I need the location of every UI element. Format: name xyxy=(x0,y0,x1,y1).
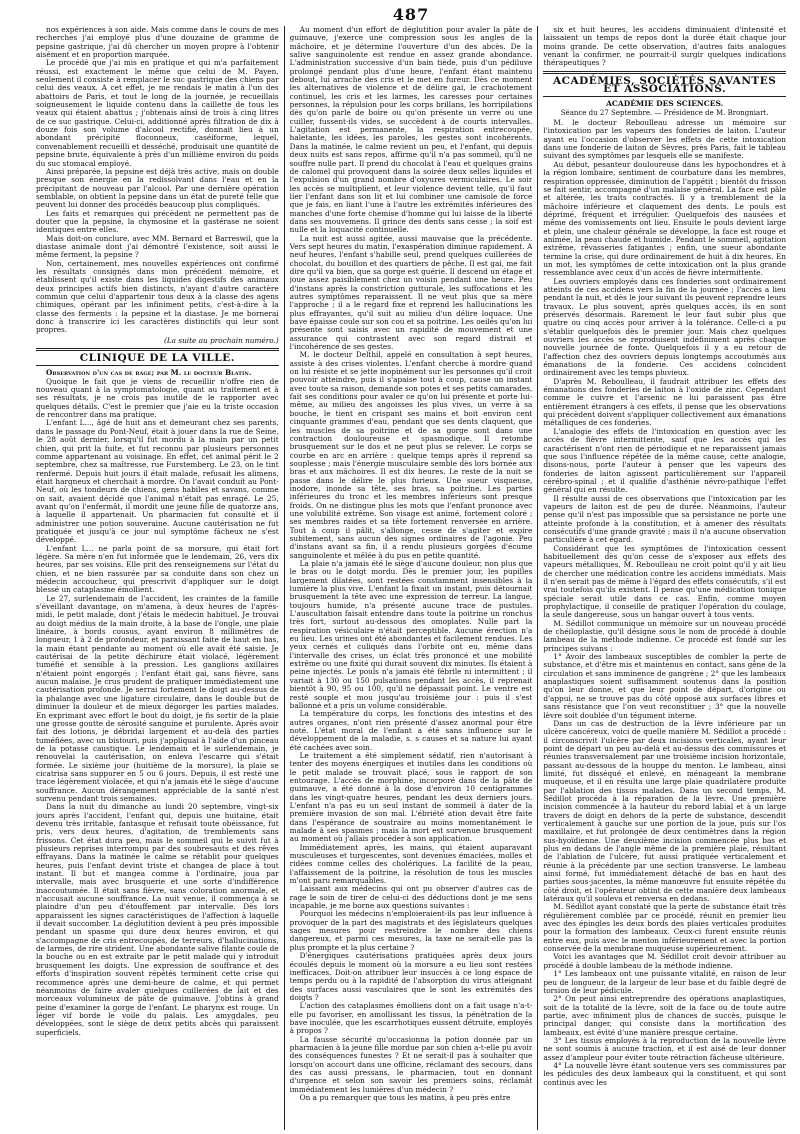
column-3 xyxy=(543,26,786,1130)
paragraph: M. le docteur Reboulleau adresse un mémoire sur l'intoxication par les vapeurs des fonderies de laiton. L'auteur ayant eu l'occasion d'observer les effets de cette intoxication dans une fonderie de laiton de Sèvres, près Paris, fait le tableau suivant des symptômes par lesquels elle se manifeste. xyxy=(543,118,787,161)
paragraph: 4° La nouvelle lèvre étant soutenue vers ses commissures par les pédicules des deux lambeaux qui la constituent, et qui sont continus avec les xyxy=(543,1060,787,1087)
paragraph: Voici les avantages que M. Sédillot croit devoir attribuer au procédé à double lambeau de la méthode indienne. xyxy=(543,952,787,970)
section-title-clinique: CLINIQUE DE LA VILLE. xyxy=(79,352,235,365)
section-title-academies: ACADÉMIES, SOCIÉTÉS SAVANTES ET ASSOCIATIONS. xyxy=(553,74,777,96)
paragraph: six et huit heures, les accidens diminuaient d'intensité et laissaient un temps de repos dont la durée était chaque jour moins grande. De cette observation, d'autres faits analogues venant la confirmer, ne pourrait-il surgir quelques indications thérapeutiques ? xyxy=(543,26,787,68)
paragraph: Quoique le fait que je viens de recueillir n'offre rien de nouveau quant à la symptomatologie, quant au traitement et à ses résultats, je ne crois pas inutile de le rapporter avec quelques détails. C'est le premier que j'aie eu la triste occasion de rencontrer dans ma pratique. xyxy=(36,376,279,420)
paragraph: Ainsi préparée, la pepsine est déjà très active, mais on double presque son énergie en la redissolvant dans l'eau et en la précipitant de nouveau par l'alcool. Par une dernière opération semblable, on obtient la pepsine dans un état de pureté telle que peuvent lui donner des procédés beaucoup plus compliqués. xyxy=(36,166,279,210)
paragraph: D'énergiques cautérisations pratiquées après deux jours écoulés depuis le moment où la morsure a eu lieu sont restées inefficaces. Doit-on attribuer leur insuccès à ce long espace de temps perdu ou à la rapidité de l'absorption du virus atteignant des surfaces aussi vasculaires que le sont les extrémités des doigts ? xyxy=(289,951,533,1002)
paragraph: M. le docteur Delthil, appelé en consultation à sept heures, assiste à des crises violentes. L'enfant cherche à mordre quand on lui résiste et se jette inopinément sur les personnes qu'il croit pouvoir atteindre, puis il s'apaise tout à coup, cause un instant avec toute sa raison, demande son potes et ses petits camarades, fait ses conditions pour avaler ce qu'on lui présente et porte lui-même, au milieu des angoisses les plus vives, un verre à sa bouche, le tient en crispant ses mains et boit environ cent cinquante grammes d'eau, pendant que ses dents claquent, que les muscles de sa poitrine et de sa gorge sont dans une contraction douloureuse et spasmodique. Il retombe brusquement sur le dos et ne peut plus se relever. Le corps se courbe en arc en arrière : quelque temps après il reprend sa souplesse ; mais l'énergie musculaire semble dès lors bornée aux bras et aux mâchoires. Il est dix heures. Le reste de la nuit se passe dans le délire le plus furieux. Une sueur visqueuse, inodore, inonde sa tête, ses bras, sa poitrine. Les parties inférieures du tronc et les membres inférieurs sont presque froids. On ne distingue plus les mots que l'enfant prononce avec une volubilité extrême. Son visage est animé, fortement coloré ; ses membres raides et sa tête fortement renversée en arrière. Tout à coup il pâlit, s'allonge, cesse de s'agiter et expire subitement, sans aucun des signes ordinaires de l'agonie. Peu d'instans avant sa fin, il a rendu plusieurs gorgées d'écume sanguinolente et mêlée à du pus en petite quantité. xyxy=(289,350,533,560)
paragraph: Le 27, surlendemain de l'accident, les craintes de la famille s'éveillant davantage, on m'amena, à deux heures de l'après-midi, le petit malade, dont j'étais le médecin habituel. Je trouvai au doigt médius de la main droite, à la base de l'ongle, une plaie linéaire, à bords cousus, ayant environ 8 millimètres de longueur, 1 à 2 de profondeur, et paraissant faite de haut en bas, la main étant pendante au moment où elle avait été saisie. Je cautérisai de la petite déchirure était violacé, légèrement tuméfié et sensible à la pression. Les ganglions axillaires n'étaient point engorgés ; l'enfant était gai, sans fièvre, sans aucun malaise. Je crus prudent de pratiquer immédiatement une cautérisation profonde. Je serrai fortement le doigt au-dessus de la phalange avec une ligature circulaire, dans le double but de diminuer la douleur et de mieux dégorger les parties malades. En exprimant avec effort le bout du doigt, je fis sortir de la plaie une grosse goutte de sérosité sanguine et purulente. Après avoir fait des lotions, je débridai largement et au-delà des parties tuméfiées, avec un bistouri, puis j'appliquai à l'aide d'un pinceau de la potasse caustique. Le lendemain et le surlendemain, je renouvelai la cautérisation, on enleva l'escarre qui s'était formée. Le sixième jour (huitième de la morsure), la plaie se cicatrisa sans suppurer en 5 ou 6 jours. Depuis, il est resté une trace légèrement violacée, et qui n'a jamais été le siège d'aucune souffrance. Aucun dérangement appréciable de la santé n'est survenu pendant trois semaines. xyxy=(36,593,279,803)
paragraph: La température du corps, les fonctions des intestins et des autres organes, n'ont rien présenté d'assez anormal pour être noté. L'état moral de l'enfant a été sans influence sur le développement de la maladie, s. s causes et sa nature lui ayant été cachées avec soin. xyxy=(289,709,533,752)
columns xyxy=(36,26,786,1130)
paragraph: Dans un cas de destruction de la lèvre inférieure par un ulcère cancéreux, voici de quelle manière M. Sédillot a procédé : il circonscrivit l'ulcère par deux incisions verticales, ayant leur point de départ un peu au-delà et au-dessus des commissures et réunies transversalement par une troisième incision horizontale, passant au-dessous de la houppe du menton. Le lambeau, ainsi limité, fut disséqué et enlevé, en ménageant la membrane muqueuse, et il en résulta une large plaie quadrilatère produite par l'ablation des tissus malades. Dans un second temps, M. Sédillot procéda à la réparation de la lèvre. Une première incision commencée à la hauteur du rebord labial et à un large travers de doigt en dehors de la perte de substance, descendit verticalement à gauche sur une portion de la joue, puis sur l'os maxillaire, et fut prolongée de deux centimètres dans la région sus-hyoïdienne. Une deuxième incision commencée plus bas et plus en dedans de l'angle même de la première plaie, résultant de l'ablation de l'ulcère, fut aussi pratiquée verticalement et réunie à la précédente par une section transverse. Le lambeau ainsi formé, fut immédiatement détaché de bas en haut des parties sous-jacentes, la même manœuvre fut ensuite répétée du côté droit, et l'opérateur obtint de cette manière deux lambeaux latéraux qu'il souleva et renversa en dedans. xyxy=(543,718,787,904)
paragraph: Il résulte aussi de ces observations que l'intoxication par les vapeurs de laiton est de peu de durée. Néanmoins, l'auteur pense qu'il n'est pas impossible que sa persistance ne porte une atteinte profonde à la constitution, et à amener des résultats consécutifs d'une grande gravité ; mais il n'a aucune observation particulière à cet égard. xyxy=(543,493,787,545)
paragraph: L'enfant L... ne parla point de sa morsure, qui était fort légère. Sa mère n'en fut informée que le lendemain, 26, vers dix heures, par ses voisins. Elle prit des renseignemens sur l'état du chien, et ne bien rassurée par sa conduite dans son chez un médecin accoucheur, qui prescrivit d'appliquer sur le doigt blessé un cataplasme émollient. xyxy=(36,543,279,595)
paragraph: L'action des cataplasmes émolliens dont on a fait usage n'a-t-elle pu favoriser, en amollissant les tissus, la pénétration de la bave inoculée, que les escarrhotiques eussent détruite, employés à propos ? xyxy=(289,1001,533,1036)
paragraph: M. Sédillot ayant constaté que la perte de substance était très régulièrement comblée par ce procédé, réunit en premier lieu avec des épingles les deux bords des plaies verticales produites pour la formation des lambeaux. Ceux-ci furent ensuite réunis entre eux, puis avec le menton inférieurement et avec la portion conservée de la membrane muqueuse supérieurement. xyxy=(543,902,787,954)
column-2 xyxy=(290,26,533,1130)
paragraph: M. Sédillot communique un mémoire sur un nouveau procédé de chéiloplastie, qu'il désigne sous le nom de procédé à double lambeau de la méthode indienne. Ce procédé est fondé sur les principes suivans : xyxy=(543,618,787,653)
paragraph: On a pu remarquer que tous les matins, à peu près entre xyxy=(299,1093,511,1102)
section-rule xyxy=(36,365,279,366)
column-separator xyxy=(284,26,285,1130)
paragraph: 2° On peut ainsi entreprendre des opérations anaplastiques, soit de la totalité de la lèvre, soit de la face ou de toute autre partie, avec infiniment plus de chances de succès, puisque le principal danger, qui consiste dans la mortification des lambeaux, est évité d'une manière presque certaine. xyxy=(543,994,787,1037)
paragraph: Pourquoi les médecins n'emploieraient-ils pas leur influence à provoquer de la part des magistrats et des législateurs quelques sages mesures pour restreindre le nombre des chiens dangereux, et parmi ces mesures, la taxe ne serait-elle pas la plus prompte et la plus certaine ? xyxy=(289,909,533,952)
paragraph: Le procédé que j'ai mis en pratique et qui m'a parfaitement réussi, est exactement le même que celui de M. Payen, seulement il consiste à remplacer le suc gastrique des chiens par celui des veaux. A cet effet, je me rendais le matin à l'un des abattoirs de Paris, et tout le long de la journée, je recueillais soigneusement le liquide contenu dans la caillette de tous les veaux qui étaient abattus ; j'obtenais ainsi de trois à cinq litres de ce suc gastrique. Celui-ci, additionné après filtration de dix à douze fois son volume d'alcool rectifié, donnait lieu à un abondant précipité floconneux, caséiforme, lequel, convenablement recueilli et desséché, produisait une quantité de pepsine brute, équivalente à près d'un millième environ du poids du suc stomacal employé. xyxy=(36,58,279,168)
academy-heading: ACADÉMIE DES SCIENCES. xyxy=(606,99,724,109)
paragraph: Dans la nuit du dimanche au lundi 20 septembre, vingt-six jours après l'accident, l'enfant qui, depuis une huitaine, était devenu très irritable, fantasque et refusait toute obéissance, fut pris, vers deux heures, d'agitation, de tremblements sans frissons. Cet état dura peu, mais le sommeil qui le suivit fut à plusieurs reprises interrompu par des soubresauts et des rêves effrayans. Dans la matinée le calme se rétablit pour quelques heures, puis l'enfant devint triste et changea de place à tout instant. Il but et mangea comme à l'ordinaire, joua par intervalle, mais avec brusquerie et une sorte d'indifférence inaccoutumée. Il était sans fièvre, sans coloration anormale, et n'accusait aucune souffrance. La nuit venue, il commença à se plaindre d'un peu d'étouffement par intervalle. Dès lors apparaissent les signes caractéristiques de l'affection à laquelle il devait succomber. La déglutition devient à peu près impossible pendant un spasme qui dure deux heures environ, et qui s'accompagne de cris entrecoupés, de terreurs, d'hallucinations, de larmes, de rire strident. Une abondante salive filante coule de la bouche ou en est extraite par le petit malade qui y introduit brusquement les doigts. Une expression de souffrance et des efforts d'inspiration souvent répétés terminent cette crise qui recommence après une demi-heure de calme, et qui permet néanmoins de faire avaler quelques cuillerées de lait et des morceaux volumineux de pâte de guimauve. J'obtins à grand peine d'examiner la gorge de l'enfant. Le pharynx est rouge. Un léger vif borde le voile du palais. Les amygdales, peu développées, sont le siège de deux petits abcès qui paraissent superficiels. xyxy=(36,802,279,1037)
paragraph: D'après M. Reboulleau, il faudrait attribuer les effets des émanations des fonderies de laiton à l'oxide de zinc. Cependant comme le cuivre et l'arsenic ne lui paraissent pas être entièrement étrangers à ces effets, il pense que les observations qui précèdent doivent s'appliquer collectivement aux émanations métalliques de ces fonderies. xyxy=(543,376,787,428)
session-line: Séance du 27 Septembre. — Présidence de M. Brongniart. xyxy=(560,108,769,117)
paragraph: Le traitement a été simplement sédatif, rien n'autorisant à tenter des moyens énergiques et inutiles dans les conditions où le petit malade se trouvait placé, sous le rapport de son entourage. L'accès de morphine, incorporé dans de la pâte de guimauve, a été donné à la dose d'environ 10 centigrammes dans les vingt-quatre heures, pendant les deux derniers jours. L'enfant n'a pas eu un seul instant de sommeil à dater de la première invasion de son mal. L'ébriété ation devait être faite dans l'espérance de soustraire au moins momentanément le malade à ses spasmes ; mais la mort est survenue brusquement au moment où j'allais procéder à son application. xyxy=(289,750,533,844)
observation-heading: Observation d'un cas de rage; par M. le docteur Blatin. xyxy=(46,368,252,378)
paragraph: nos expériences à son aide. Mais comme dans le cours de mes recherches j'ai employé plus d'une douzaine de gramme de pepsine gastrique, j'ai dû chercher un moyen propre à l'obtenir aisément et en proportion marquée. xyxy=(36,26,279,60)
section-rule xyxy=(543,96,786,97)
paragraph: Les faits et remarques qui précèdent ne permettent pas de douter que la pepsine, la chymosine et la gastérase ne soient identiques entre elles. xyxy=(36,208,279,235)
paragraph: Mais doit-on conclure, avec MM. Bernard et Barreswil, que la diastase animale dont j'ai démontré l'existence, soit aussi le même ferment, la pepsine ? xyxy=(36,233,279,260)
section-rule xyxy=(543,71,786,74)
paragraph: Laissant aux médecins qui ont pu observer d'autres cas de rage le soin de tirer de celui-ci des déductions dont je me sens incapable, je me borne aux questions suivantes : xyxy=(289,884,533,911)
paragraph: 1° Avoir des lambeaux susceptibles de combler la perte de substance, et d'être mis et maintenus en contact, sans gêne de la circulation et sans imminence de gangrène ; 2° que les lambeaux anaplastiques soient suffisamment soutenus dans la position qu'on leur donne, et que leur point de départ, d'origine ou d'appui, ne se trouve pas du côté opposé aux surfaces libres et sans résistance que l'on veut reconstituer ; 3° que la nouvelle lèvre soit doublée d'un tégument interne. xyxy=(543,652,787,720)
paragraph: Les ouvriers employés dans ces fonderies sont ordinairement atteints de ces accidens vers la fin de la journée ; l'accès a lieu pendant la nuit, et dès le jour suivant ils peuvent reprendre leurs travaux. Le plus souvent, après quelques accès, ils en sont préservés désormais. Rarement le leur faut subir plus que quatre ou cinq accès pour arriver à la tolérance. Celle-ci a pu s'établir quelquefois dès le premier jour. Mais chez quelques ouvriers les accès se reproduisent indéfiniment après chaque nouvelle journée de fonte. Quelquefois il y a eu retour de l'affection chez des ouvriers depuis longtemps accoutumés aux émanations de la fonderie. Ces accidens coïncident ordinairement avec les temps pluvieux. xyxy=(543,276,787,378)
paragraph: La nuit est aussi agitée, aussi mauvaise que la précédente. Vers sept heures du matin, l'exaspération diminue rapidement. A neuf heures, l'enfant s'habille seul, prend quelques cuillerées de chocolat, du bouillon et des quartiers de pêche. Il est gai, me fait dire qu'il va bien, que sa gorge est guérie. Il descend un étage et joue assez paisiblement chez un voisin pendant une heure. Peu d'instans après la constriction gutturale, les suffocations et les autres symptômes reparaissent. Il ne veut plus que sa mère l'approche ; il a le regard fixe et reprend les hallucinations les plus effrayantes, qu'il suit au milieu d'un délire loquace. Une bave épaisse coule sur son cou et sa poitrine. Les oeilés qu'on lui présente sont saisis avec un rapidité de mouvement et une assurance qui contrastent avec son regard distrait et l'incohérence de ses gestes. xyxy=(289,233,533,352)
paragraph: La plaie n'a jamais été le siège d'aucune douleur, non plus que le bras ou le doigt mordu. Dès le premier jour, les pupilles largement dilatées, sont restées constamment insensibles à la lumière la plus vive. L'enfant la fixait un instant, puis détournait brusquement la tête avec une expression de terreur. La langue, toujours humide, n'a présenté aucune trace de pustules. L'auscultation faisait entendre dans toute la poitrine un ronchus très fort, surtout au-dessous des omoplates. Nulle part la respiration vésiculaire n'était perceptible. Aucune érection n'a eu lieu. Les urines ont été abondantes et facilement rendues. Les yeux cernés et culiqués dans l'orbite ont eu, même dans l'intervalle des crises, un éclat très prononcé et une mobilité extrême ou une fixité qui durait souvent dix minutes. Ils étaient à peine injectés. Le pouls n'a jamais été fébrile ni intermittent ; il variait à 130 ou 150 pulsations pendant les accès, il reprenait bientôt à 90, 95 ou 100, qu'il ne dépassait point. Le ventre est resté souple et mou jusqu'au troisième jour : puis il s'est ballonné et a pris un volume considérable. xyxy=(289,559,533,710)
paragraph: Au moment d'un effort de déglutition pour avaler la pâte de guimauve, j'exerce une compression sous les angles de la mâchoire, et je détermine l'ouverture d'un des abcès. De la salive sanguinolente est rendue en assez grande abondance. L'administration successive d'un bain tiède, puis d'un pédiluve prolongé pendant plus d'une heure, l'enfant étant maintenu debout, lui arrache des cris et le met en fureur. Dès ce moment les alternatives de violence et de délire gai, le crachotement continuel, les cris et les larmes, les caresses pour certaines personnes, la répulsion pour les corps brillans, les horripilations dès qu'on parle de boire ou qu'on présente un verre ou une cuiller, fussent-ils vides, se succèdent à de courts intervalles. L'agitation est permanente, la respiration entrecoupée, haletante, les idées, les paroles, les gestes sont incohérents. Dans la matinée, le calme revient un peu, et l'enfant, qui depuis deux nuits est sans repos, affirme qu'il n'a pas sommeil, qu'il ne souffre nulle part. Il prend du chocolat à l'eau et quelques grains de calomel qui provoquent dans la soirée deux selles liquides et l'expulsion d'un grand nombre d'oxyures vermiculaires. Le soir les accès se multiplient, et leur violence devient telle, qu'il faut lier l'enfant dans son lit et lui combiner une camisole de force que je fais, en liant l'une à l'autre les extrémités inférieures des manches d'une forte chemise d'homme qui lui laisse de la liberté dans ses mouvemens. Il grince des dents sans cesse ; la soif est nulle et la loquacité continuelle. xyxy=(289,26,533,235)
paragraph: 3° Les tissus employés à la reproduction de la nouvelle lèvre ne sont soumis à aucune traction, et il est aisé de leur donner assez d'ampleur pour éviter toute rétraction fâcheuse ultérieure. xyxy=(543,1035,787,1062)
paragraph: L'analogie des effets de l'intoxication en question avec les accès de fièvre intermittente, sauf que les accès qui les caractérisent n'ont rien de périodique et ne reparaissent jamais que sous l'influence répétée de la même cause, cette analogie, disons-nous, porte l'auteur à penser que les vapeurs des fonderies de laiton agissent particulièrement sur l'appareil cérébro-spinal ; et il qualifie d'asthénie névro-pathique l'effet général qui en résulte. xyxy=(543,426,787,495)
paragraph: Non, certainement, mes nouvelles expériences ont confirmé les résultats consignés dans mon précédent mémoire, et établissent qu'il existe dans les liquides digestifs des animaux deux principes actifs bien distincts, n'ayant d'autre caractère commun que celui d'appartenir tous deux à la classe des agens chimiques, opérant par les infiniment petits, c'est-à-dire à la classe des ferments : la pepsine et la diastase. Je me bornerai donc à transcrire ici les caractères distinctifs qui leur sont propres. xyxy=(36,258,279,335)
page-number: 487 xyxy=(392,5,430,24)
column-1 xyxy=(36,26,279,1130)
paragraph: Immédiatement après, les mains, qui étaient auparavant musculeuses et turgescentes, sont devenues émaciées, molles et ridées comme celles des cholériques. La facilité de la peau, l'affaissement de la poitrine, la résolution de tous les muscles m'ont paru remarquables. xyxy=(289,842,533,886)
continued-note: (La suite au prochain numéro.) xyxy=(163,335,279,345)
section-rule xyxy=(36,348,279,351)
paragraph: 1° Les lambeaux ont une puissante vitalité, en raison de leur peu de longueur, de la largeur de leur base et du faible degré de torsion de leur pédicule. xyxy=(543,969,787,995)
paragraph: La fausse sécurité qu'occasionna la potion donnée par un pharmacien à la jeune fille mordue par son chien a-t-elle pu avoir des conséquences funestes ? Et ne serait-il pas à souhaiter que lorsqu'on accourt dans une officine, réclamant des secours, dans des cas aussi pressans, le pharmacien, tout en donnant d'urgence et selon son savoir les premiers soins, réclamât immédiatement les lumières d'un médecin ? xyxy=(289,1034,533,1094)
paragraph: Considérant que les symptômes de l'intoxication cessent habituellement dès qu'on cesse de s'exposer aux effets des vapeurs métalliques, M. Reboulleau ne croit point qu'il y ait lieu de chercher une médication contre les accidens immédiats. Mais il n'en serait pas de même à l'égard des effets consécutifs, s'il est vrai toutefois qu'ils existent. Il pense qu'une médication tonique spéciale serait utile dans ce cas. Enfin, comme moyen prophylactique, il conseille de pratiquer l'opération du coulage, la seule dangereuse, sous un hangar ouvert à tous vents. xyxy=(543,543,787,620)
column-separator xyxy=(537,26,538,1130)
paragraph: L'enfant L..., âgé de huit ans et demeurant chez ses parents, dans le passage du Pont-Neuf, était à jouer dans la rue de Seine, le 28 août dernier, lorsqu'il fut mordu à la main par un petit chien, qui prit la fuite, et fut reconnu par plusieurs personnes comme appartenant au voisinage. En effet, cet animal périt le 2 septembre, chez sa maîtresse, rue Furstemberg. Le 23, on le tint renfermé. Depuis huit jours il était malade, refusait les alimens, était hargneux et cherchait à mordre. On l'avait conduit au Pont-Neuf, où les tondeurs de chiens, gens habiles et savans, comme on sait, avaient décidé que l'animal n'était pas enragé. Le 25, avant qu'on l'enfermât, il mordit une jeune fille de quatorze ans, à laquelle il appartenait. Un pharmacien fut consulté et il administrer une potion souveraine. Aucune cautérisation ne fut pratiquée et jusqu'à ce jour nul symptôme fâcheux ne s'est développé. xyxy=(36,418,279,545)
paragraph: Au début, pesanteur douloureuse dans les hypochondres et à la région lombaire, sentiment de courbature dans les membres, respiration oppressée, diminution de l'appétit ; bientôt du frisson se fait sentir, accompagné d'un malaise général. La face est pâle et altérée, les traits contractés. Il y a tremblement de la mâchoire inférieure et claquement des dents. Le pouls est déprimé, fréquent et irrégulier. Quelquefois des nausées et même des vomissements ont lieu. Ensuite le pouls devient large et plein, une chaleur générale se développe, la face est rouge et animée, la peau chaude et humide. Pendant le sommeil, agitation extrême, rêvasseries fatigantes ; enfin, une sueur abondante termine la crise, qui dure ordinairement de huit à dix heures. En un mot, les symptômes de cette intoxication ont la plus grande ressemblance avec ceux d'un accès de fièvre intermittente. xyxy=(543,159,787,278)
